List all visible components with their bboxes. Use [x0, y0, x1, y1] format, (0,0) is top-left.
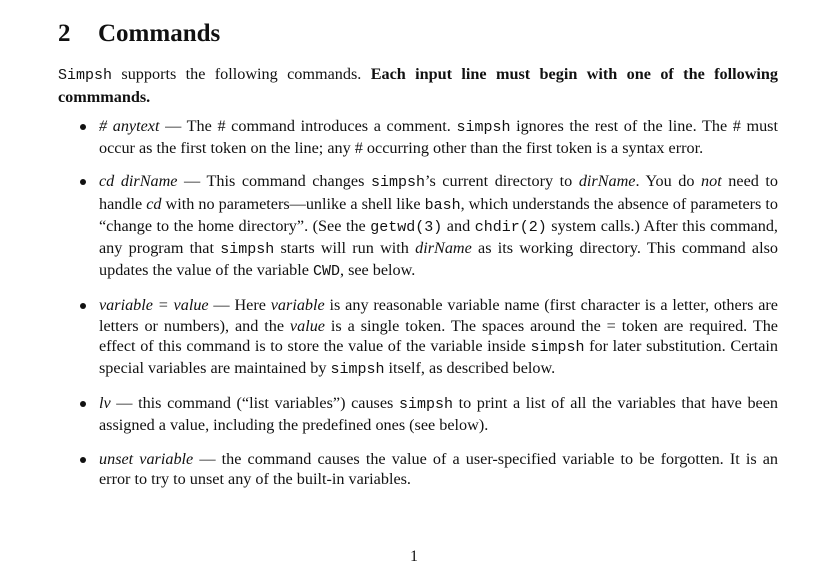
- command-item-variable: [80, 295, 778, 380]
- item-text: itself, as described below.: [384, 359, 556, 378]
- em-dash: —: [208, 296, 235, 315]
- item-text: ’s current directory to: [424, 172, 579, 191]
- command-term: lv: [99, 394, 111, 413]
- bullet-icon: [80, 179, 86, 185]
- code-text: simpsh: [530, 338, 585, 356]
- item-text: is a single token. The spaces around the = token are required. The effect of this command is to store the value of the variable inside: [99, 316, 778, 355]
- italic-text: variable: [270, 296, 325, 315]
- italic-text: dirName: [415, 239, 472, 258]
- code-text: CWD: [312, 263, 340, 281]
- em-dash: —: [177, 172, 207, 191]
- command-term: cd dirName: [99, 172, 178, 191]
- item-text: and: [442, 216, 475, 235]
- intro-text: supports the following commands.: [112, 65, 371, 83]
- bullet-icon: [80, 303, 86, 309]
- item-text: need to handle: [99, 172, 778, 213]
- bullet-icon: [80, 457, 86, 463]
- command-item-comment: [80, 116, 778, 158]
- item-text: , see below.: [339, 261, 416, 280]
- command-item-unset: [80, 449, 778, 489]
- item-text: this command (“list variables”) causes: [138, 394, 399, 413]
- command-term: # anytext: [99, 117, 160, 135]
- code-text: getwd(3): [370, 218, 443, 236]
- code-text: simpsh: [456, 119, 511, 136]
- italic-text: not: [701, 172, 722, 191]
- item-text: for later substitution. Certain special variables are maintained by: [99, 336, 778, 378]
- code-text: simpsh: [398, 396, 453, 414]
- section-heading: [58, 20, 220, 48]
- item-text: system calls.) After this command, any program that: [99, 216, 778, 258]
- code-text: simpsh: [330, 361, 385, 379]
- bullet-icon: [80, 124, 86, 130]
- item-text: with no parameters—unlike a shell like: [161, 194, 425, 213]
- item-text: . You do: [635, 172, 702, 191]
- item-text: , which understands the absence of parameters to “change to the home directory”. (See the: [99, 194, 778, 235]
- em-dash: —: [159, 117, 187, 135]
- intro-program-name: Simpsh: [58, 67, 113, 84]
- item-text: ignores the rest of the line. The # must occur as the first token on the line; any # occurring other than the first token is a syntax error.: [99, 117, 778, 158]
- command-list: [80, 116, 778, 502]
- section-title: Commands: [98, 20, 221, 47]
- item-text: The # command introduces a comment.: [186, 117, 457, 135]
- italic-text: dirName: [578, 172, 636, 191]
- italic-text: cd: [146, 194, 162, 213]
- em-dash: —: [193, 449, 222, 468]
- code-text: simpsh: [220, 241, 275, 259]
- command-term: variable = value: [99, 296, 209, 315]
- item-text: is any reasonable variable name (first character is a letter, others are letters or numbers), and the: [99, 296, 778, 335]
- italic-text: value: [289, 316, 325, 335]
- intro-bold-requirement: Each input line must begin with one of the following commmands.: [58, 65, 778, 106]
- intro-paragraph: [58, 64, 778, 107]
- item-text: starts will run with: [274, 239, 416, 258]
- item-text: This command changes: [206, 172, 371, 191]
- code-text: chdir(2): [474, 218, 547, 236]
- code-text: simpsh: [370, 174, 425, 192]
- item-text: Here: [234, 296, 271, 315]
- command-item-cd: [80, 171, 778, 282]
- page-number: 1: [410, 548, 418, 565]
- command-item-lv: [80, 393, 778, 435]
- item-text: the command causes the value of a user-specified variable to be forgotten. It is an error to try to unset any of the built-in variables.: [99, 449, 779, 488]
- section-number: 2: [58, 20, 71, 47]
- code-text: bash: [424, 196, 461, 214]
- em-dash: —: [110, 394, 139, 413]
- bullet-icon: [80, 401, 86, 407]
- item-text: to print a list of all the variables that have been assigned a value, including the predefined ones (see below).: [99, 394, 778, 435]
- item-text: as its working directory. This command also updates the value of the variable: [99, 239, 778, 280]
- command-term: unset variable: [99, 449, 194, 468]
